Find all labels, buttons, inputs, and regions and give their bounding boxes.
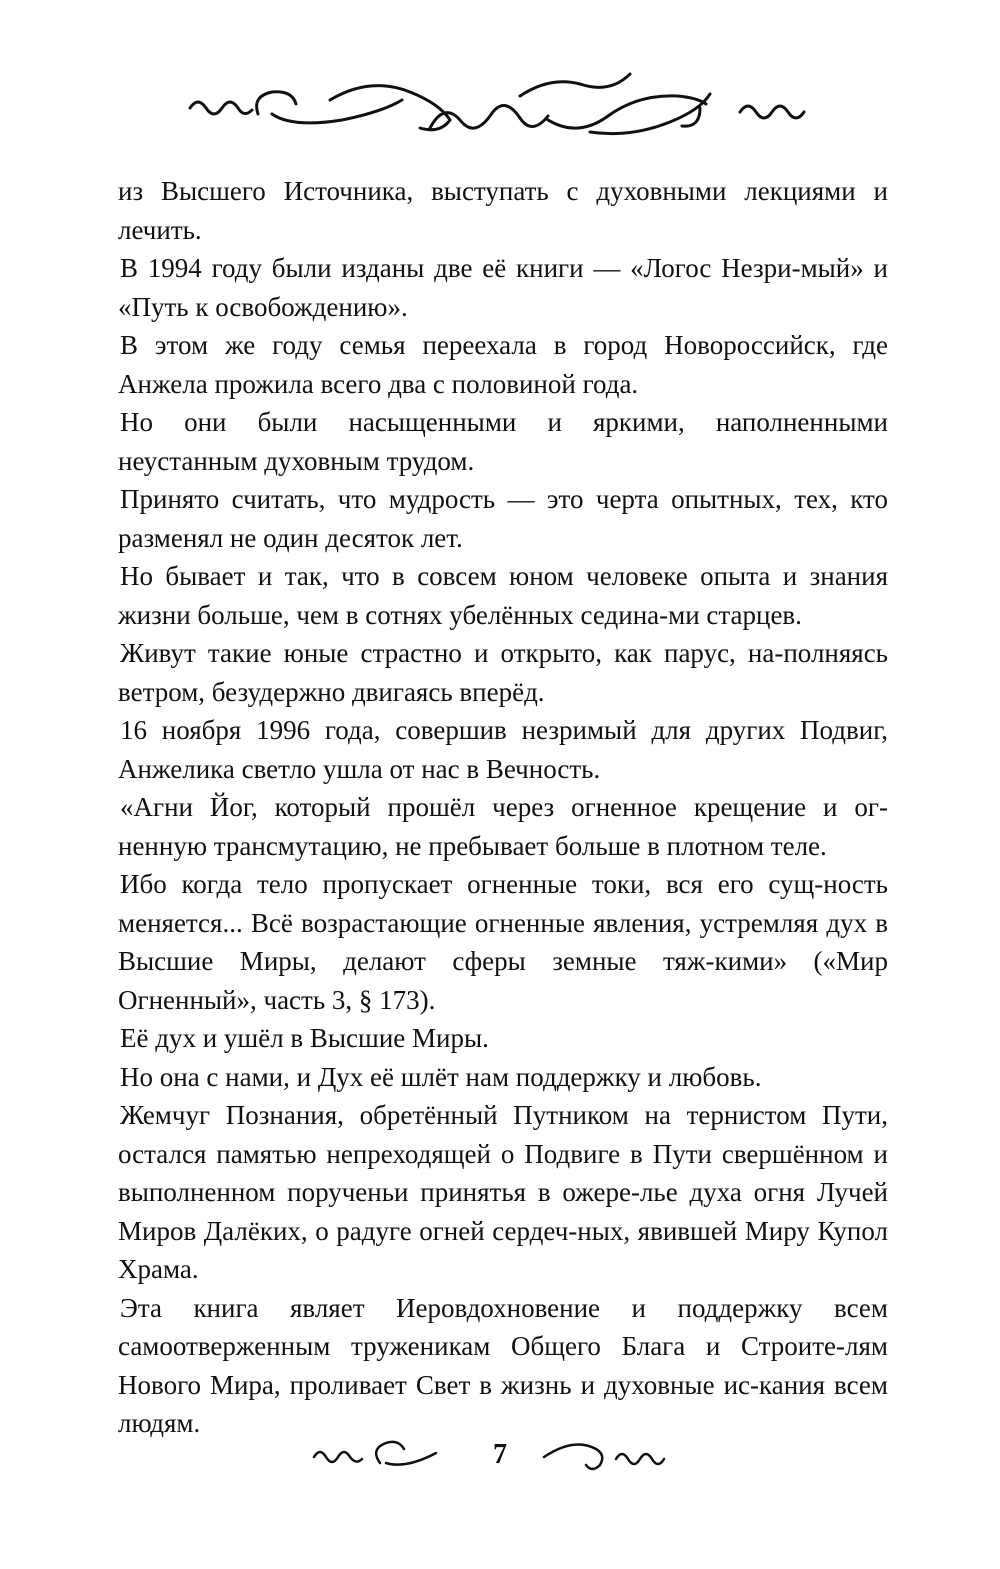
top-ornament-icon (180, 70, 820, 160)
paragraph: В этом же году семья переехала в город Новороссийск, где Анжела прожила всего два с половиной года. (118, 330, 888, 399)
paragraph: Но бывает и так, что в совсем юном человеке опыта и знания жизни больше, чем в сотнях убелённых седина-ми старцев. (118, 561, 888, 630)
paragraph: 16 ноября 1996 года, совершив незримый для других Подвиг, Анжелика светло ушла от нас в Вечность. (118, 715, 888, 784)
paragraph: из Высшего Источника, выступать с духовными лекциями и лечить. (118, 176, 888, 245)
footer-right-ornament-icon (540, 1435, 690, 1475)
page-footer (300, 1435, 700, 1485)
paragraph: В 1994 году были изданы две её книги — «Логос Незри-мый» и «Путь к освобождению». (118, 253, 888, 322)
paragraph: Жемчуг Познания, обретённый Путником на тернистом Пути, остался памятью непреходящей о Подвиге в Пути свершённом и выполненном порученьи принятья в ожере-лье духа огня Лучей Миров Далёких, о радуге огней сердеч-ных, явившей Миру Купол Храма. (118, 1100, 888, 1284)
quote-paragraph: «Агни Йог, который прошёл через огненное крещение и ог-ненную трансмутацию, не пребывает больше в плотном теле. (118, 792, 888, 861)
quote-paragraph: Ибо когда тело пропускает огненные токи, вся его сущ-ность меняется... Всё возрастающие огненные явления, устремляя дух в Высшие Миры, делают сферы земные тяж-кими» («Мир Огненный», часть 3, § 173). (118, 869, 888, 1015)
main-text (118, 172, 888, 1443)
paragraph: Но они были насыщенными и яркими, наполненными неустанным духовным трудом. (118, 407, 888, 476)
paragraph: Но она с нами, и Дух её шлёт нам поддержку и любовь. (120, 1061, 762, 1092)
paragraph: Принято считать, что мудрость — это черта опытных, тех, кто разменял не один десяток лет. (118, 484, 888, 553)
paragraph: Её дух и ушёл в Высшие Миры. (120, 1023, 489, 1053)
paragraph: Эта книга являет Иеровдохновение и поддержку всем самоотверженным труженикам Общего Блага и Строите-лям Нового Мира, проливает Свет в жизнь и духовные ис-кания всем людям. (118, 1292, 888, 1438)
page-number: 7 (493, 1439, 507, 1470)
paragraph: Живут такие юные страстно и открыто, как парус, на-полняясь ветром, безудержно двигаясь вперёд. (118, 638, 888, 707)
